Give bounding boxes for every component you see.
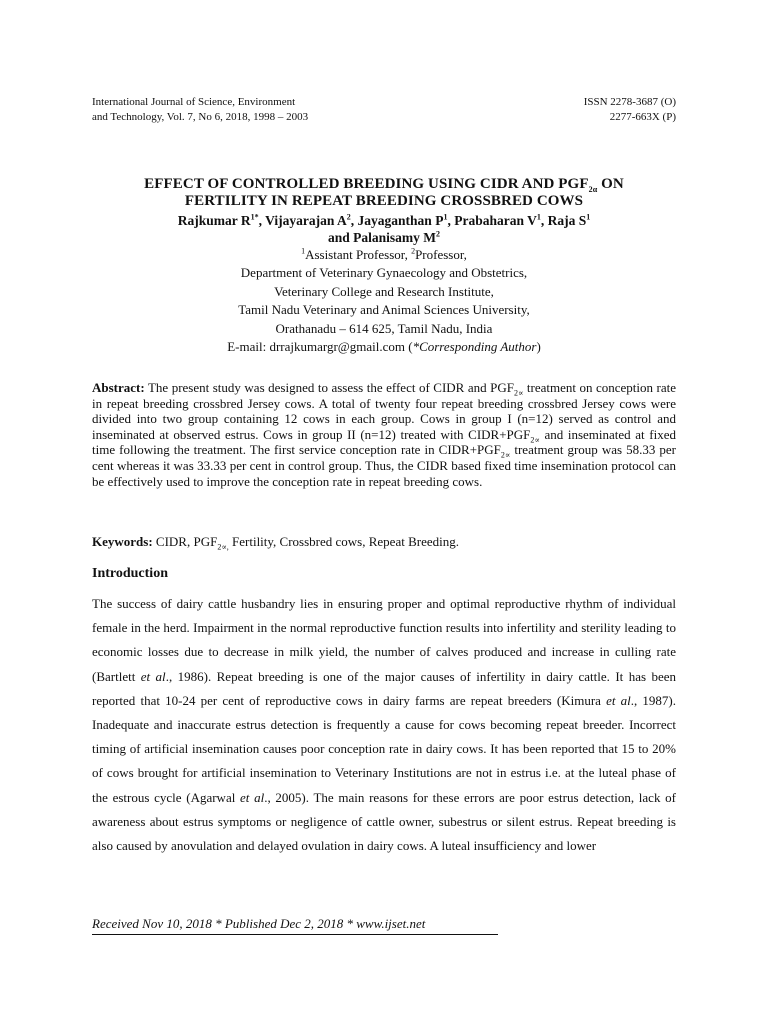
abstract-label: Abstract: — [92, 380, 145, 395]
issn-print: 2277-663X (P) — [609, 111, 676, 123]
journal-line-1: International Journal of Science, Environment — [92, 96, 296, 108]
issn-online: ISSN 2278-3687 (O) — [583, 96, 676, 108]
paper-title — [80, 176, 688, 210]
journal-header — [92, 95, 676, 125]
journal-citation — [92, 95, 308, 125]
introduction-body: The success of dairy cattle husbandry lies in ensuring proper and optimal reproductive rhythm of individual female in the herd. Impairment in the normal reproductive function results into infertility and sterility leading to economic losses due to decrease in milk yield, the number of calves produced and increase in culling rate (Bartlett et al., 1986). Repeat breeding is one of the major causes of infertility in dairy cattle. It has been reported that 10-24 per cent of reproductive cows in dairy farms are repeat breeders (Kimura et al., 1987). Inadequate and inaccurate estrus detection is frequently a cause for cows becoming repeat breeder. Incorrect timing of artificial insemination causes poor conception rate in dairy cows. It has been reported that 15 to 20% of cows brought for artificial insemination to Veterinary Institutions are not in estrus i.e. at the luteal phase of the estrous cycle (Agarwal et al., 2005). The main reasons for these errors are poor estrus detection, lack of awareness about estrus symptoms or negligence of cattle owner, subestrus or silent estrus. Repeat breeding is also caused by anovulation and delayed ovulation in dairy cows. A luteal insufficiency and lower — [92, 596, 676, 854]
authors-line-1 — [80, 212, 688, 229]
author: Jayaganthan $P^1$, — [357, 212, 455, 228]
affiliation-college: Veterinary College and Research Institute, — [274, 283, 494, 299]
author-roles: $^1$Assistant Professor, $^2$Professor, — [301, 246, 467, 262]
keywords: Keywords: CIDR, $PGF_{2\propto,}$ Fertility, Crossbred cows, Repeat Breeding. — [92, 534, 459, 552]
authors-line-2: and Palanisamy $M^2$ — [327, 229, 440, 245]
author: Vijayarajan $A^2$, — [265, 212, 358, 228]
title-line-1: EFFECT OF CONTROLLED BREEDING USING CIDR AND $PGF_{2\alpha}$ ON — [144, 176, 624, 194]
publication-footer: Received Nov 10, 2018 * Published Dec 2, 2018 * www.ijset.net — [92, 916, 426, 931]
affiliation-university: Tamil Nadu Veterinary and Animal Sciences University, — [238, 302, 530, 318]
keywords-label: Keywords: — [92, 534, 153, 549]
affiliation-block — [80, 246, 688, 356]
author: Prabaharan $V^1$, — [454, 212, 548, 228]
section-heading-introduction: Introduction — [92, 566, 168, 581]
journal-line-2: and Technology, Vol. 7, No 6, 2018, 1998 – 2003 — [92, 111, 309, 123]
author-list — [80, 212, 688, 246]
issn-block — [584, 95, 676, 125]
affiliation-department: Department of Veterinary Gynaecology and Obstetrics, — [240, 265, 528, 281]
author: Rajkumar $R^{1*}$, — [177, 212, 266, 228]
corresponding-email: E-mail: drrajkumargr@gmail.com (*Corresponding Author) — [227, 339, 541, 355]
title-line-2: FERTILITY IN REPEAT BREEDING CROSSBRED COWS — [184, 193, 584, 209]
abstract: Abstract: The present study was designed to assess the effect of CIDR and $PGF_{2\propto}$ treatment on conception rate in repeat breeding crossbred Jersey cows. A total of twenty four repeat breeding crossbred Jersey cows were divided into two group containing 12 cows in each group. Cows in group I (n=12) served as control and inseminated at observed estrus. Cows in group II (n=12) treated with $CIDR+PGF_{2\propto}$ and inseminated at fixed time following the treatment. The first service conception rate in $CIDR+PGF_{2\propto}$ treatment group was 58.33 per cent whereas it was 33.33 per cent in control group. Thus, the CIDR based fixed time insemination protocol can be effectively used to improve the conception rate in repeat breeding cows. — [92, 380, 677, 489]
author: Raja $S^1$ — [547, 212, 591, 228]
footer-rule — [92, 934, 498, 935]
affiliation-address: Orathanadu – 614 625, Tamil Nadu, India — [275, 320, 493, 336]
